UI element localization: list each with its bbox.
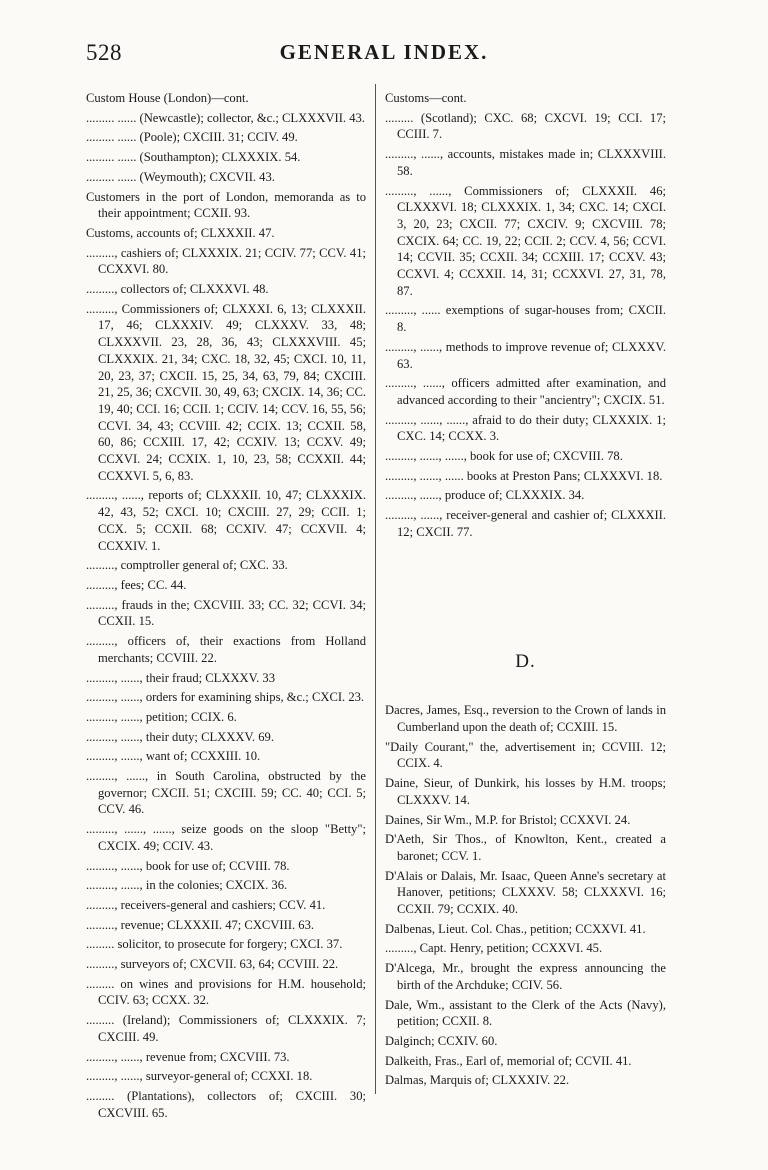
index-entry: ........., ......, ......, seize goods on the sloop "Betty"; CXCIX. 49; CCIV. 43. <box>86 822 366 853</box>
index-entry: ........., ......, accounts, mistakes made in; CLXXXVIII. 58. <box>385 147 666 178</box>
index-entry: ......... ...... (Poole); CXCIII. 31; CCIV. 49. <box>86 130 298 145</box>
index-entry: ........., collectors of; CLXXXVI. 48. <box>86 282 269 297</box>
index-entry: ........., officers of, their exactions from Holland merchants; CCVIII. 22. <box>86 634 366 665</box>
index-entry: Dalkeith, Fras., Earl of, memorial of; CCVII. 41. <box>385 1053 632 1068</box>
index-entry: ........., ......, methods to improve revenue of; CLXXXV. 63. <box>385 339 666 371</box>
index-entry: ........., comptroller general of; CXC. 33. <box>86 558 288 573</box>
index-entry: D'Alais or Dalais, Mr. Isaac, Queen Anne's secretary at Hanover, petitions; CLXXXV. 58; CLXXXVI. 16; CCXII. 79; CCXIX. 40. <box>385 868 666 917</box>
index-entry: ........., fees; CC. 44. <box>86 577 187 592</box>
index-entry: ......... solicitor, to prosecute for forgery; CXCI. 37. <box>86 937 343 952</box>
column-divider <box>375 84 376 1094</box>
index-entry: ......... (Scotland); CXC. 68; CXCVI. 19; CCI. 17; CCIII. 7. <box>385 110 666 142</box>
index-entry: ........., ...... exemptions of sugar-houses from; CXCII. 8. <box>385 303 666 335</box>
index-entry: Dalmas, Marquis of; CLXXXIV. 22. <box>385 1073 570 1088</box>
index-entry: ........., ......, book for use of; CCVIII. 78. <box>86 858 290 873</box>
index-entry: ........., ......, Commissioners of; CLXXXII. 46; CLXXXVI. 18; CLXXXIX. 1, 34; CXC. 14; CXCI. 3, 20, 23; CXCII. 77; CXCIV. 9; CXCVIII. 78; CXCIX. 64; CC. 19, 22; CCII. 2; CCV. 4, 56; CCVI. 14; CCVII. 35; CCXII. 34; CCXIII. 17; CCXV. 43; CCXVI. 4; CCXXII. 14, 31; CCXXVI. 27, 31, 78, 87. <box>385 183 666 298</box>
right-column <box>385 90 666 1092</box>
index-entry: "Daily Courant," the, advertisement in; CCVIII. 12; CCIX. 4. <box>385 739 666 771</box>
index-entry: ........., ......, produce of; CLXXXIX. 34. <box>385 488 585 503</box>
index-entry: ........., Capt. Henry, petition; CCXXVI. 45. <box>385 941 603 956</box>
index-entry: ........., ......, their fraud; CLXXXV. 33 <box>86 670 276 685</box>
index-entry: Custom House (London)—cont. <box>86 91 249 105</box>
index-entry: ........., receivers-general and cashiers; CCV. 41. <box>86 897 326 912</box>
index-entry: ........., ......, revenue from; CXCVIII. 73. <box>86 1049 290 1064</box>
index-entry: ........., ......, ......, book for use of; CXCVIII. 78. <box>385 449 623 464</box>
index-entry: D'Aeth, Sir Thos., of Knowlton, Kent., created a baronet; CCV. 1. <box>385 832 666 863</box>
index-entry: Customers in the port of London, memoranda as to their appointment; CCXII. 93. <box>86 189 366 221</box>
index-entry: Customs—cont. <box>385 91 467 105</box>
index-entry: ........., ......, petition; CCIX. 6. <box>86 709 237 724</box>
index-entry: ........., ......, their duty; CLXXXV. 69. <box>86 729 274 744</box>
index-entry: ........., ......, in South Carolina, obstructed by the governor; CXCII. 51; CXCIII. 59; CC. 40; CCI. 5; CCV. 46. <box>86 769 366 817</box>
index-entry: ........., ......, ...... books at Preston Pans; CLXXXVI. 18. <box>385 468 663 483</box>
index-entry: Dalbenas, Lieut. Col. Chas., petition; CCXXVI. 41. <box>385 921 646 936</box>
index-entry: ......... (Plantations), collectors of; CXCIII. 30; CXCVIII. 65. <box>86 1088 366 1120</box>
index-entry: ......... on wines and provisions for H.M. household; CCIV. 63; CCXX. 32. <box>86 976 366 1008</box>
index-entry: ........., ......, in the colonies; CXCIX. 36. <box>86 878 288 893</box>
index-entry: Daines, Sir Wm., M.P. for Bristol; CCXXVI. 24. <box>385 812 631 827</box>
index-entry: ........., ......, ......, afraid to do their duty; CLXXXIX. 1; CXC. 14; CCXX. 3. <box>385 412 666 444</box>
index-entry: ........., ......, receiver-general and cashier of; CLXXXII. 12; CXCII. 77. <box>385 508 666 539</box>
index-entry: ......... ...... (Weymouth); CXCVII. 43. <box>86 169 275 184</box>
index-entry: Customs, accounts of; CLXXXII. 47. <box>86 225 275 240</box>
index-entry: ........., ......, surveyor-general of; CCXXI. 18. <box>86 1069 313 1084</box>
index-entry: Dale, Wm., assistant to the Clerk of the Acts (Navy), petition; CCXII. 8. <box>385 997 666 1029</box>
page-number: 528 <box>86 40 122 65</box>
index-entry: Daine, Sieur, of Dunkirk, his losses by H.M. troops; CLXXXV. 14. <box>385 776 666 807</box>
index-entry: ........., surveyors of; CXCVII. 63, 64; CCVIII. 22. <box>86 957 339 972</box>
index-entry: ........., ......, want of; CCXXIII. 10. <box>86 749 261 764</box>
index-entry: ........., cashiers of; CLXXXIX. 21; CCIV. 77; CCV. 41; CCXXVI. 80. <box>86 245 366 277</box>
index-entry: ........., revenue; CLXXXII. 47; CXCVIII. 63. <box>86 917 315 932</box>
index-entry: ......... ...... (Southampton); CLXXXIX. 54. <box>86 150 301 165</box>
index-entry: Dacres, James, Esq., reversion to the Crown of lands in Cumberland upon the death of; CCXIII. 15. <box>385 703 666 734</box>
index-entry: ........., Commissioners of; CLXXXI. 6, 13; CLXXXII. 17, 46; CLXXXIV. 49; CLXXXV. 33, 48; CLXXXVII. 23, 28, 36, 43; CLXXXVIII. 45; CLXXXIX. 21, 34; CXC. 18, 32, 45; CXCI. 10, 11, 20, 23, 37; CXCII. 15, 25, 34, 63, 79, 84; CXCIII. 21, 25, 36; CXCVII. 30, 49, 63; CXCIX. 14, 36; CC. 19, 40; CCI. 16; CCII. 1; CCIV. 14; CCV. 16, 55, 56; CCVI. 34, 43; CCVIII. 42; CCIX. 13; CCXII. 58, 60, 86; CCXIII. 17, 42; CCXIV. 13; CCXV. 49; CCXVI. 24; CCXIX. 1, 10, 23, 58; CCXXII. 44; CCXXVI. 5, 6, 83. <box>86 301 366 483</box>
index-entry: ......... ...... (Newcastle); collector, &c.; CLXXXVII. 43. <box>86 110 365 125</box>
index-entry: ........., ......, officers admitted after examination, and advanced according to their "ancientry"; CXCIX. 51. <box>385 376 666 407</box>
left-column <box>86 90 366 1124</box>
index-entry: D'Alcega, Mr., brought the express announcing the birth of the Archduke; CCIV. 56. <box>385 961 666 992</box>
index-entry: ......... (Ireland); Commissioners of; CLXXXIX. 7; CXCIII. 49. <box>86 1013 366 1044</box>
index-entry: ........., ......, orders for examining ships, &c.; CXCI. 23. <box>86 690 365 705</box>
index-entry: ........., ......, reports of; CLXXXII. 10, 47; CLXXXIX. 42, 43, 52; CXCI. 10; CXCIII. 27, 29; CCII. 1; CCX. 5; CCXII. 68; CCXIV. 47; CCXVII. 4; CCXXIV. 1. <box>86 488 366 553</box>
index-entry: ........., frauds in the; CXCVIII. 33; CC. 32; CCVI. 34; CCXII. 15. <box>86 597 366 629</box>
section-letter-heading: D. <box>515 650 536 672</box>
index-entry: Dalginch; CCXIV. 60. <box>385 1033 498 1048</box>
running-head: GENERAL INDEX. <box>279 40 489 64</box>
